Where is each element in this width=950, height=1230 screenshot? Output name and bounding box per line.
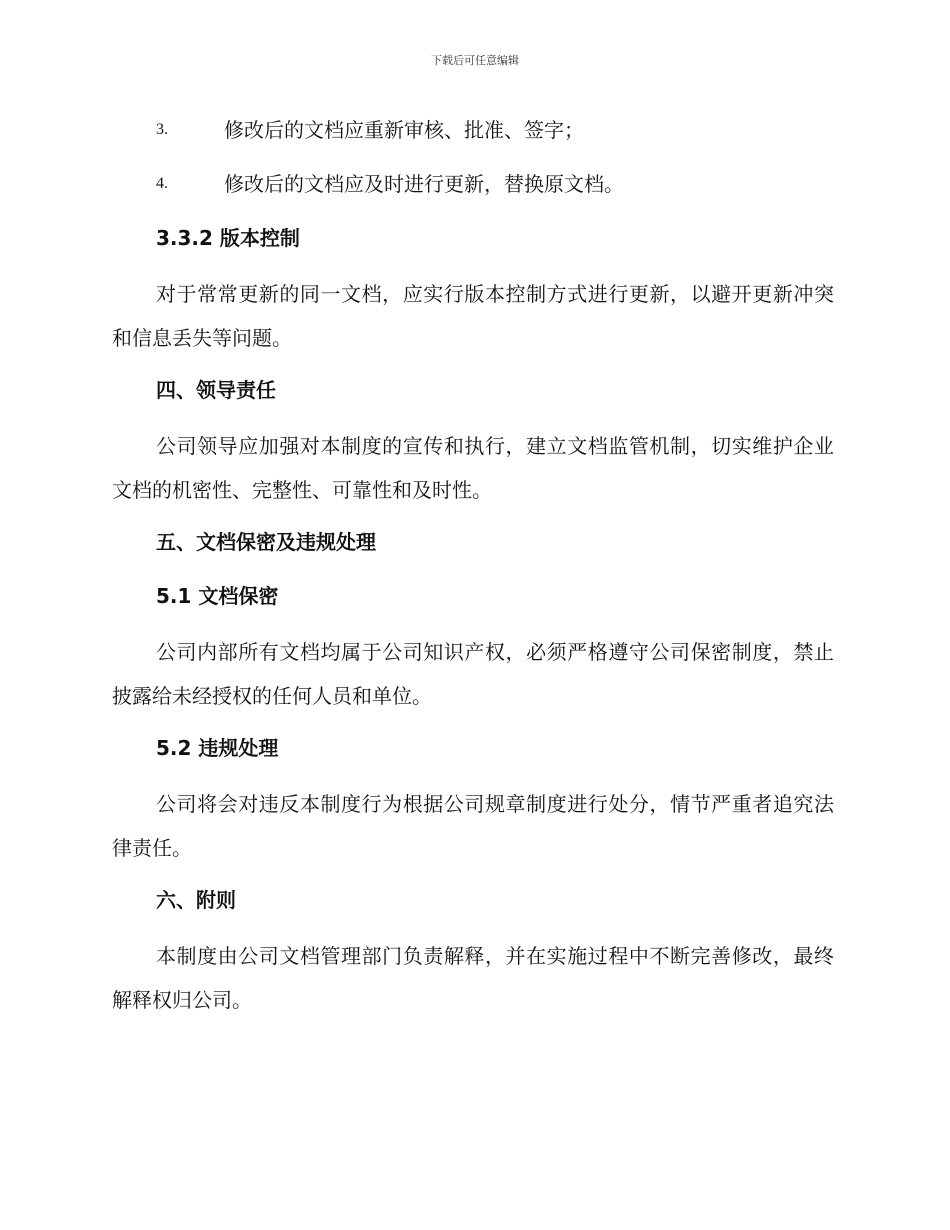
section-paragraph-4: 公司领导应加强对本制度的宣传和执行，建立文档监管机制，切实维护企业文档的机密性、完整性、可靠性和及时性。 <box>112 434 834 502</box>
section-heading-3-3-2: 3.3.2 版本控制 <box>156 226 300 250</box>
section-heading-5-1: 5.1 文档保密 <box>156 584 279 608</box>
list-item-text: 修改后的文档应重新审核、批准、签字； <box>224 118 584 142</box>
page-header: 下载后可任意编辑 <box>431 54 519 67</box>
section-paragraph-6: 本制度由公司文档管理部门负责解释，并在实施过程中不断完善修改，最终解释权归公司。 <box>112 944 834 1012</box>
section-heading-5-2: 5.2 违规处理 <box>156 736 279 760</box>
list-item-number: 4. <box>156 175 168 192</box>
section-heading-4: 四、领导责任 <box>156 378 276 402</box>
document-body <box>112 110 834 1032</box>
list-item-number: 3. <box>156 121 168 138</box>
section-heading-6: 六、附则 <box>156 888 236 912</box>
list-item <box>112 164 834 204</box>
list-item <box>112 110 834 150</box>
list-item-text: 修改后的文档应及时进行更新，替换原文档。 <box>224 172 624 196</box>
section-paragraph-5-2: 公司将会对违反本制度行为根据公司规章制度进行处分，情节严重者追究法律责任。 <box>112 792 834 860</box>
section-paragraph-3-3-2: 对于常常更新的同一文档，应实行版本控制方式进行更新，以避开更新冲突和信息丢失等问题。 <box>112 282 834 350</box>
section-paragraph-5-1: 公司内部所有文档均属于公司知识产权，必须严格遵守公司保密制度，禁止披露给未经授权的任何人员和单位。 <box>112 640 834 708</box>
section-heading-5: 五、文档保密及违规处理 <box>156 530 376 554</box>
